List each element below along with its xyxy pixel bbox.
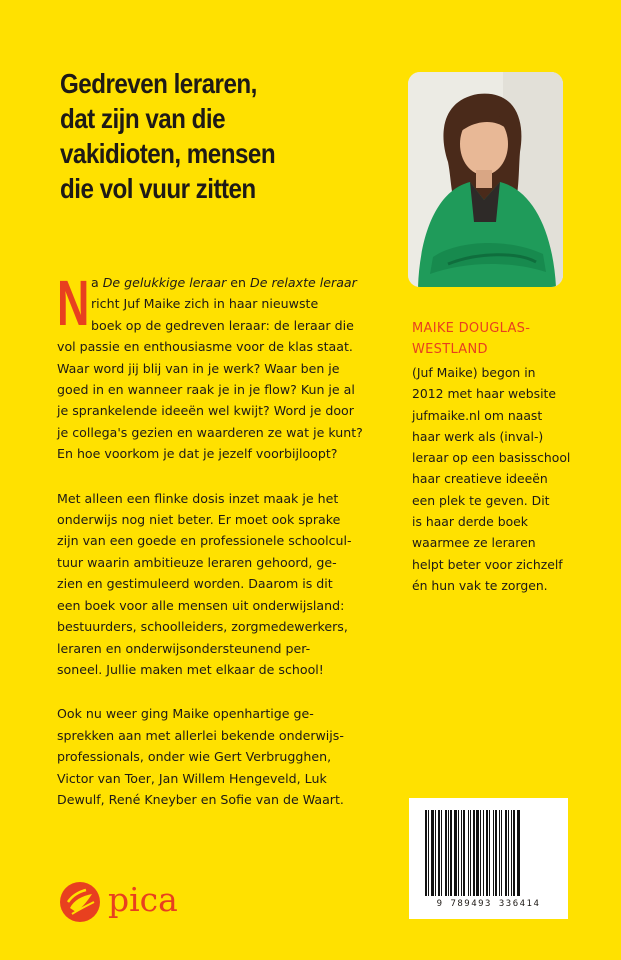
paragraph-1 — [57, 267, 375, 465]
blurb-text — [57, 267, 375, 833]
bio-line: een plek te geven. Dit — [412, 492, 550, 508]
isbn-number: 9 789493 336414 — [436, 899, 541, 909]
blurb-line: een boek voor alle mensen uit onderwijsland: — [57, 597, 345, 613]
headline-line: dat zijn van die — [60, 103, 226, 134]
bio-line: én hun vak te zorgen. — [412, 577, 548, 593]
publisher-name: pica — [108, 880, 178, 919]
drop-cap: N — [57, 267, 90, 339]
bio-line: haar werk als (inval-) — [412, 428, 544, 444]
bio-line: 2012 met haar website — [412, 386, 557, 402]
blurb-line: je sprankelende ideeën wel kwijt? Word je door — [57, 403, 354, 419]
book-title: De relaxte leraar — [250, 275, 357, 290]
blurb-line: leraren en onderwijsondersteunend per- — [57, 640, 311, 656]
barcode-bars — [425, 810, 552, 896]
paragraph-2 — [57, 488, 375, 681]
bio-line: jufmaike.nl om naast — [412, 407, 543, 423]
blurb-line — [57, 272, 375, 293]
blurb-line: goed in en wanneer raak je in je flow? Kun je al — [57, 382, 355, 398]
paragraph-3 — [57, 703, 375, 810]
headline — [60, 66, 350, 206]
bio-line: (Juf Maike) begon in — [412, 365, 536, 380]
blurb-line: vol passie en enthousiasme voor de klas staat. — [57, 339, 353, 355]
bio-line: haar creatieve ideeën — [412, 471, 548, 487]
blurb-line: professionals, onder wie Gert Verbrugghen, — [57, 749, 332, 765]
blurb-line: Victor van Toer, Jan Willem Hengeveld, Luk — [57, 770, 327, 786]
bio-line: waarmee ze leraren — [412, 535, 536, 551]
author-photo — [408, 72, 563, 287]
blurb-line: sprekken aan met allerlei bekende onderwijs- — [57, 727, 344, 743]
author-name-line: WESTLAND — [412, 342, 488, 357]
text: en — [226, 275, 251, 290]
bio-line: helpt beter voor zichzelf — [412, 556, 563, 572]
blurb-line: soneel. Jullie maken met elkaar de school! — [57, 661, 324, 677]
headline-line: die vol vuur zitten — [60, 173, 256, 204]
blurb-line: Waar word jij blij van in je werk? Waar ben je — [57, 360, 340, 376]
blurb-line: tuur waarin ambitieuze leraren gehoord, ge- — [57, 554, 337, 570]
blurb-line: boek op de gedreven leraar: de leraar die — [91, 317, 354, 333]
author-name — [412, 318, 582, 360]
author-name-line: MAIKE DOUGLAS- — [412, 321, 531, 336]
blurb-line: onderwijs nog niet beter. Er moet ook sprake — [57, 512, 341, 528]
blurb-line: Dewulf, René Kneyber en Sofie van de Waart. — [57, 791, 344, 807]
publisher-logo-icon — [58, 880, 104, 924]
blurb-line: En hoe voorkom je dat je jezelf voorbijloopt? — [57, 446, 338, 462]
book-title: De gelukkige leraar — [102, 275, 227, 290]
blurb-line: je collega's gezien en waarderen ze wat je kunt? — [57, 424, 363, 440]
text: a — [91, 275, 103, 290]
blurb-line: Met alleen een flinke dosis inzet maak je het — [57, 490, 339, 506]
author-bio — [412, 362, 582, 596]
bio-line: is haar derde boek — [412, 514, 528, 530]
headline-line: Gedreven leraren, — [60, 68, 257, 99]
barcode — [409, 798, 568, 919]
headline-line: vakidioten, mensen — [60, 138, 276, 169]
bio-line: leraar op een basisschool — [412, 450, 571, 466]
blurb-line: bestuurders, schoolleiders, zorgmedewerkers, — [57, 619, 348, 635]
blurb-line: richt Juf Maike zich in haar nieuwste — [91, 296, 319, 312]
blurb-line: Ook nu weer ging Maike openhartige ge- — [57, 706, 314, 722]
blurb-line: zijn van een goede en professionele schoolcul- — [57, 533, 352, 549]
blurb-line: zien en gestimuleerd worden. Daarom is dit — [57, 576, 333, 592]
